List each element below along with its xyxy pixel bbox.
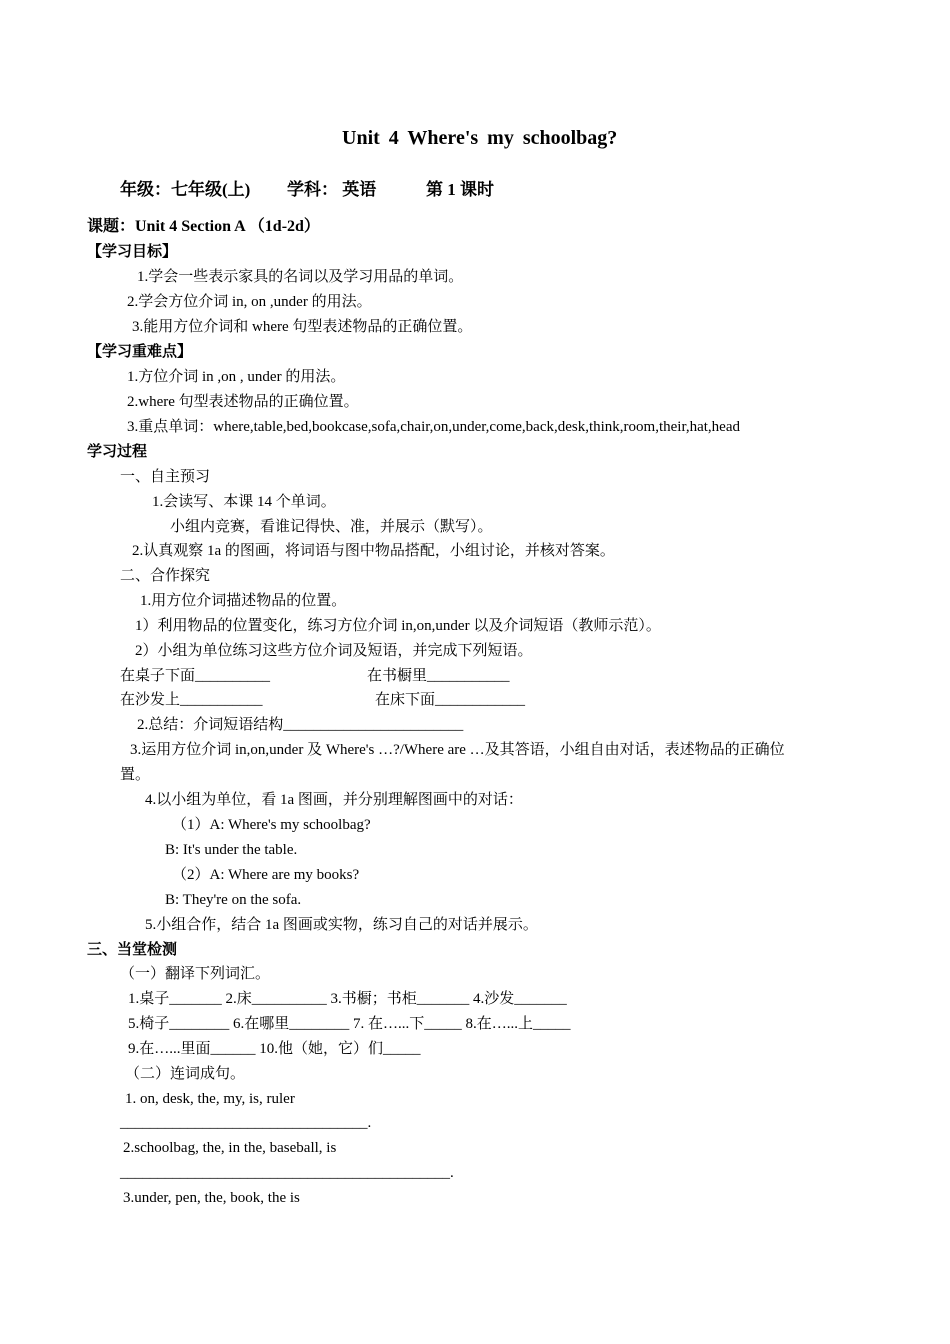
translate-heading: （一）翻译下列词汇。 [120, 966, 271, 982]
meta-grade: 年级：七年级(上) [120, 180, 251, 199]
explore-item: 2.总结：介词短语结构________________________ [137, 717, 464, 733]
objective-item: 1.学会一些表示家具的名词以及学习用品的单词。 [137, 269, 464, 285]
meta-subject: 学科： 英语 [287, 180, 377, 199]
key-points-heading: 【学习重难点】 [87, 344, 193, 360]
objective-item: 3.能用方位介词和 where 句型表述物品的正确位置。 [132, 319, 473, 335]
lesson-topic: 课题：Unit 4 Section A （1d-2d） [87, 218, 320, 235]
translate-row: 5.椅子________ 6.在哪里________ 7. 在…...下_____ 8.在…...上_____ [128, 1016, 571, 1032]
sentences-heading: （二）连词成句。 [125, 1066, 246, 1082]
explore-heading: 二、合作探究 [120, 568, 211, 584]
translate-row: 1.桌子_______ 2.床__________ 3.书橱；书柜_______ 4.沙发_______ [128, 991, 567, 1007]
preview-item: 1.会读写、本课 14 个单词。 [152, 494, 336, 510]
key-point-item: 1.方位介词 in ,on , under 的用法。 [127, 369, 346, 385]
objective-item: 2.学会方位介词 in, on ,under 的用法。 [127, 294, 372, 310]
phrase-blank: 在沙发上___________ [120, 692, 263, 708]
explore-subitem: 2）小组为单位练习这些方位介词及短语，并完成下列短语。 [135, 643, 533, 659]
phrase-blank: 在桌子下面__________ [120, 668, 271, 684]
phrase-blank: 在床下面____________ [375, 692, 526, 708]
explore-subitem: 1）利用物品的位置变化，练习方位介词 in,on,under 以及介词短语（教师示范）。 [135, 618, 661, 634]
sentence-answer-blank: _________________________________. [120, 1115, 372, 1131]
explore-item-continued: 置。 [120, 767, 151, 783]
dialog-line: （2）A: Where are my books? [172, 867, 360, 883]
sentence-question: 2.schoolbag, the, in the, baseball, is [123, 1140, 337, 1156]
dialog-line: （1）A: Where's my schoolbag? [172, 817, 371, 833]
preview-item: 2.认真观察 1a 的图画，将词语与图中物品搭配，小组讨论，并核对答案。 [132, 543, 615, 559]
objectives-heading: 【学习目标】 [87, 244, 178, 260]
explore-item: 5.小组合作，结合 1a 图画或实物，练习自己的对话并展示。 [145, 917, 538, 933]
explore-item: 1.用方位介词描述物品的位置。 [140, 593, 347, 609]
dialog-line: B: It's under the table. [165, 842, 298, 858]
preview-item: 小组内竞赛，看谁记得快、准，并展示（默写）。 [170, 519, 493, 535]
sentence-question: 3.under, pen, the, book, the is [123, 1190, 300, 1206]
explore-item: 3.运用方位介词 in,on,under 及 Where's …?/Where are …及其答语，小组自由对话，表述物品的正确位 [130, 742, 785, 758]
translate-row: 9.在…...里面______ 10.他（她，它）们_____ [128, 1041, 421, 1057]
process-heading: 学习过程 [87, 444, 148, 460]
explore-item: 4.以小组为单位，看 1a 图画，并分别理解图画中的对话： [145, 792, 523, 808]
key-point-item: 2.where 句型表述物品的正确位置。 [127, 394, 359, 410]
check-heading: 三、当堂检测 [87, 942, 178, 958]
page-title: Unit 4 Where's my schoolbag? [342, 127, 618, 149]
dialog-line: B: They're on the sofa. [165, 892, 302, 908]
preview-heading: 一、自主预习 [120, 469, 211, 485]
phrase-blank: 在书橱里___________ [367, 668, 510, 684]
key-point-item: 3.重点单词：where,table,bed,bookcase,sofa,chair,on,under,come,back,desk,think,room,their,hat,head [127, 419, 741, 435]
sentence-question: 1. on, desk, the, my, is, ruler [125, 1091, 295, 1107]
sentence-answer-blank: ____________________________________________. [120, 1165, 454, 1181]
meta-lesson: 第 1 课时 [426, 180, 494, 199]
